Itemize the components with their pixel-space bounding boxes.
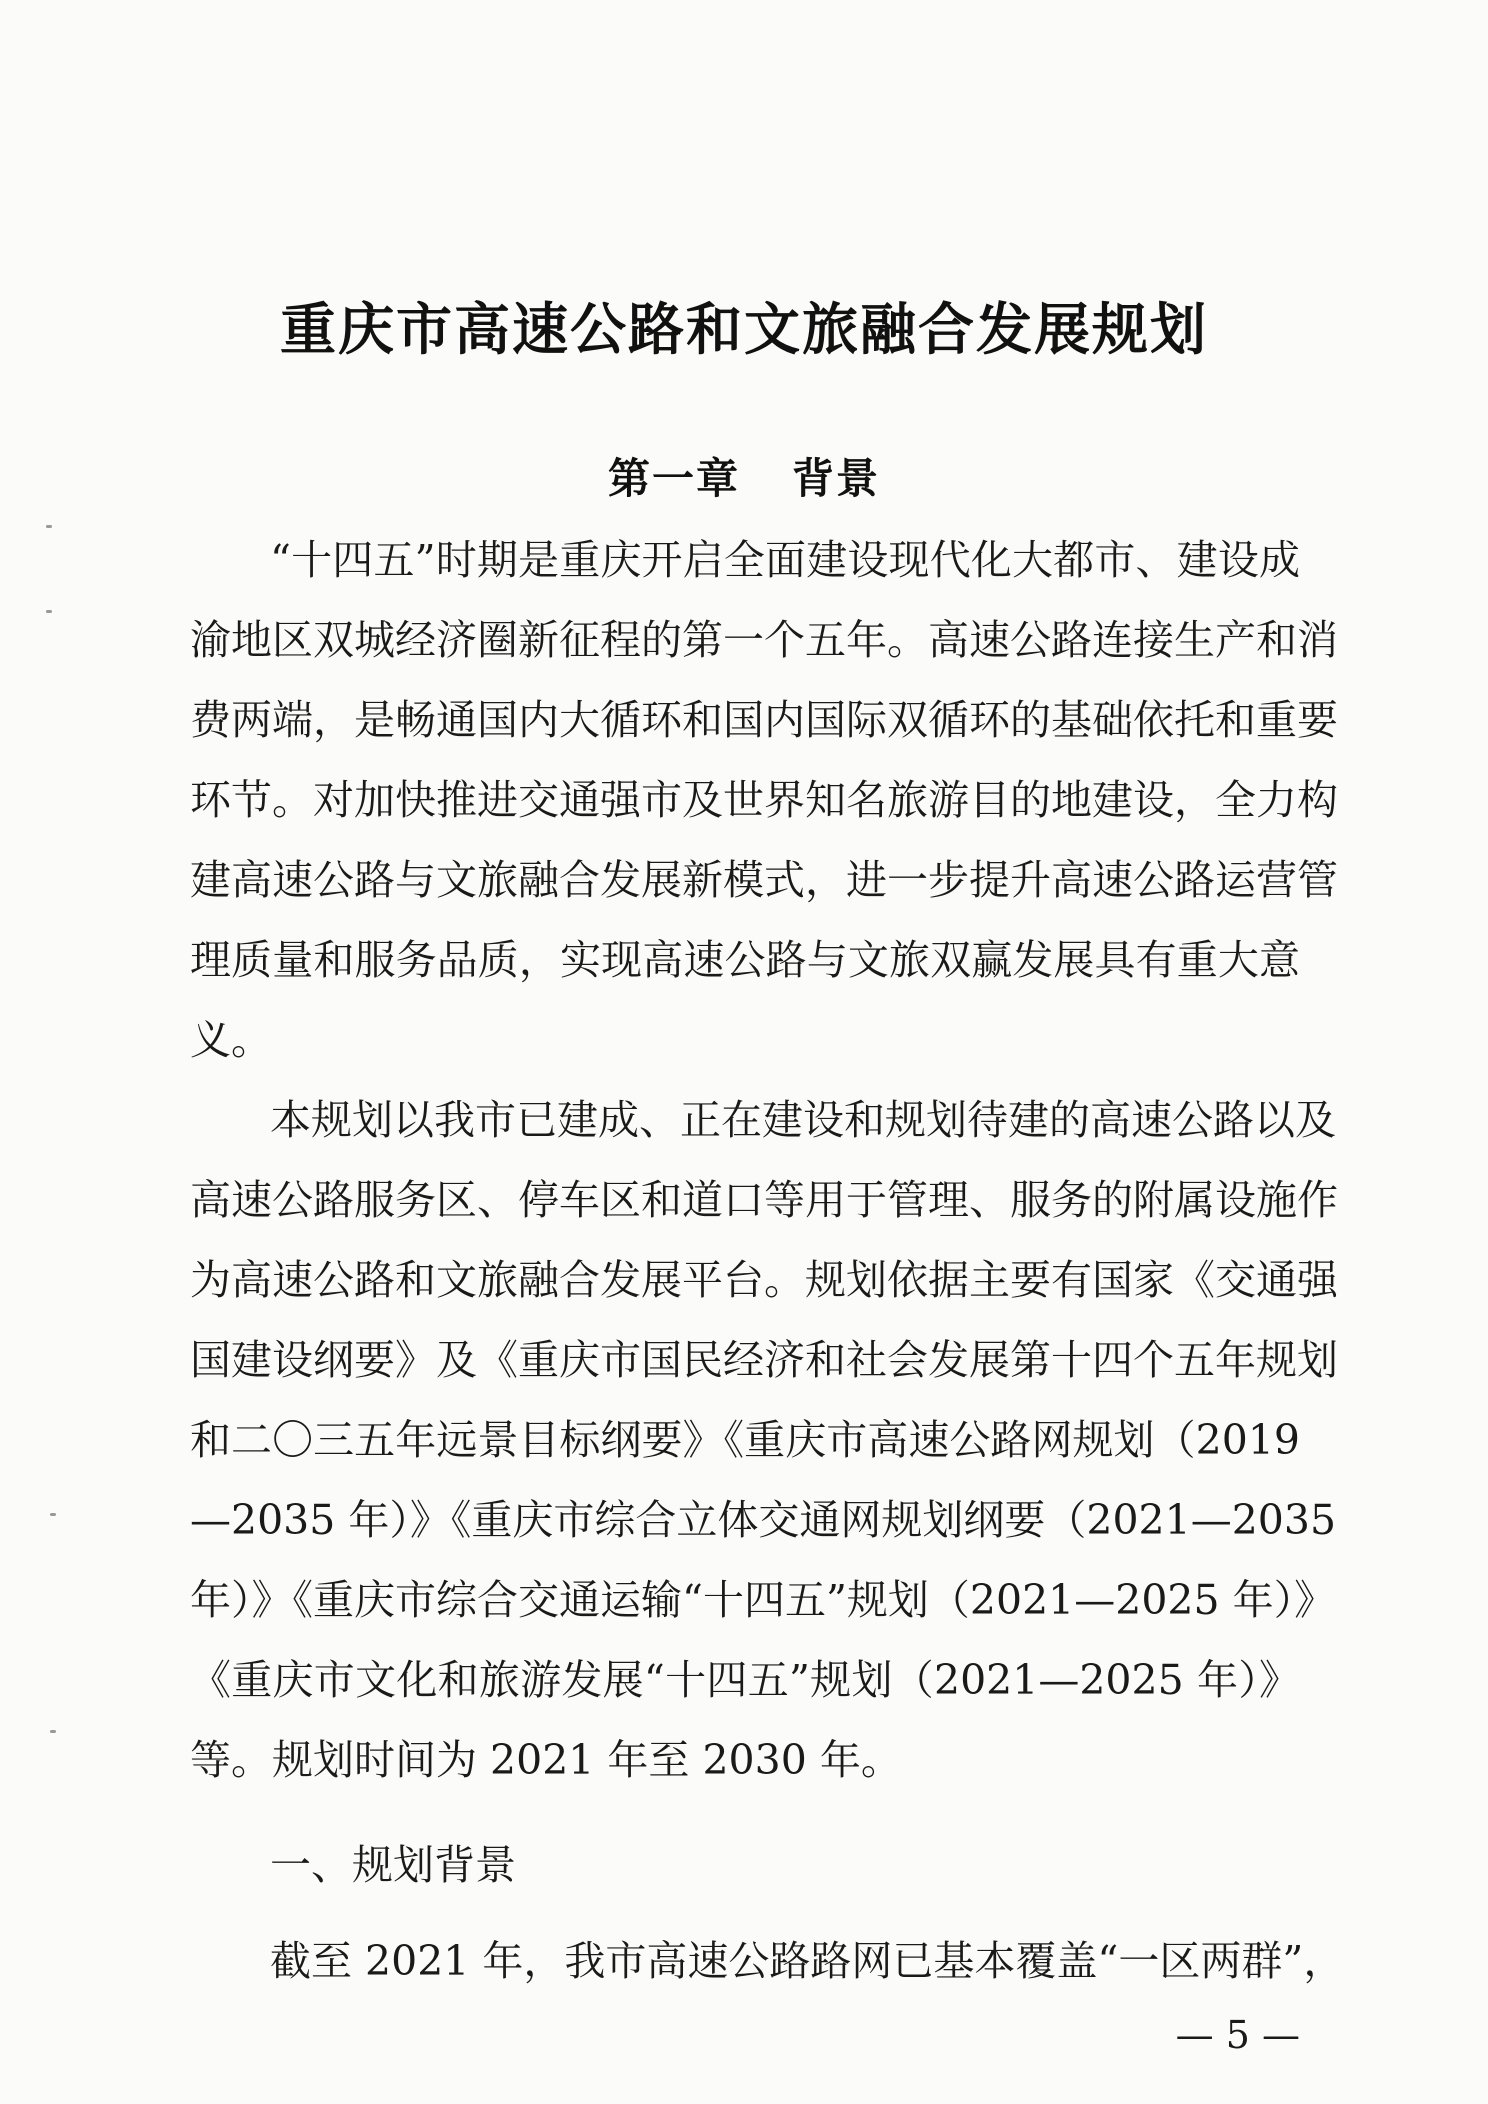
paragraph-2-line-5: 和二〇三五年远景目标纲要》《重庆市高速公路网规划（2019 bbox=[190, 1416, 1300, 1464]
chapter-name: 背景 bbox=[792, 454, 881, 503]
document-title: 重庆市高速公路和文旅融合发展规划 bbox=[280, 298, 1208, 363]
paragraph-1-line-7: 义。 bbox=[190, 1016, 272, 1064]
chapter-number: 第一章 bbox=[607, 454, 740, 503]
paragraph-2-line-4: 国建设纲要》及《重庆市国民经济和社会发展第十四个五年规划 bbox=[190, 1336, 1338, 1384]
scan-speck bbox=[50, 1513, 56, 1516]
paragraph-2-line-7: 年）》《重庆市综合交通运输“十四五”规划（2021—2025 年）》 bbox=[190, 1576, 1336, 1624]
paragraph-1-line-2: 渝地区双城经济圈新征程的第一个五年。高速公路连接生产和消 bbox=[190, 616, 1338, 664]
paragraph-2-line-6: —2035 年）》《重庆市综合立体交通网规划纲要（2021—2035 bbox=[190, 1496, 1337, 1544]
paragraph-2-line-9: 等。规划时间为 2021 年至 2030 年。 bbox=[190, 1736, 902, 1784]
paragraph-1-line-1: “十四五”时期是重庆开启全面建设现代化大都市、建设成 bbox=[270, 536, 1300, 584]
paragraph-3-line-1: 截至 2021 年，我市高速公路路网已基本覆盖“一区两群”， bbox=[270, 1937, 1345, 1985]
page-number: — 5 — bbox=[1175, 2013, 1300, 2057]
section-heading: 一、规划背景 bbox=[270, 1841, 516, 1889]
paragraph-1-line-6: 理质量和服务品质，实现高速公路与文旅双赢发展具有重大意 bbox=[190, 936, 1300, 984]
paragraph-2-line-1: 本规划以我市已建成、正在建设和规划待建的高速公路以及 bbox=[270, 1096, 1336, 1144]
paragraph-2-line-8: 《重庆市文化和旅游发展“十四五”规划（2021—2025 年）》 bbox=[190, 1656, 1300, 1704]
scan-speck bbox=[46, 525, 52, 528]
chapter-heading bbox=[0, 446, 1488, 506]
paragraph-2-line-3: 为高速公路和文旅融合发展平台。规划依据主要有国家《交通强 bbox=[190, 1256, 1338, 1304]
scan-speck bbox=[50, 1730, 56, 1733]
paragraph-1-line-5: 建高速公路与文旅融合发展新模式，进一步提升高速公路运营管 bbox=[190, 856, 1338, 904]
paragraph-2-line-2: 高速公路服务区、停车区和道口等用于管理、服务的附属设施作 bbox=[190, 1176, 1338, 1224]
paragraph-1-line-4: 环节。对加快推进交通强市及世界知名旅游目的地建设，全力构 bbox=[190, 776, 1338, 824]
scan-speck bbox=[46, 610, 52, 613]
paragraph-1-line-3: 费两端，是畅通国内大循环和国内国际双循环的基础依托和重要 bbox=[190, 696, 1338, 744]
